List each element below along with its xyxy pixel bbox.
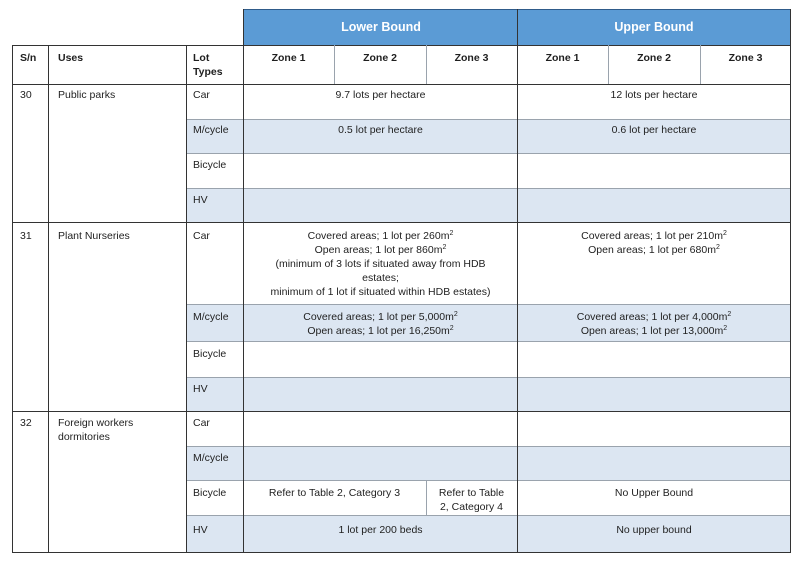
row31-use: Plant Nurseries: [58, 230, 130, 242]
rule-31-a: [186, 304, 791, 305]
rule-upper-z1-z2: [608, 45, 609, 84]
col-lower-zone3: Zone 3: [454, 52, 489, 64]
row31-mcycle-upper-line2: Open areas; 1 lot per $13,000m^2$: [580, 325, 728, 337]
row30-mcycle-upper: 0.6 lot per hectare: [611, 124, 697, 136]
row31-car-lower-line4: estates;: [362, 272, 399, 284]
row30-lot-car: Car: [193, 89, 210, 101]
col-lower-zone1: Zone 1: [271, 52, 306, 64]
row30-lot-hv: HV: [193, 194, 208, 206]
row31-car-upper-line1: Covered areas; 1 lot per $210m^2$: [581, 230, 727, 242]
row32-bicycle-lower-z3-line1: Refer to Table: [438, 487, 505, 499]
col-upper-zone2: Zone 2: [637, 52, 671, 64]
row32-hv-upper: No upper bound: [616, 524, 692, 536]
row30-use: Public parks: [58, 89, 116, 101]
row31-mcycle-lower-line2: Open areas; 1 lot per $16,250m^2$: [307, 325, 454, 337]
row31-mcycle-upper-line1: Covered areas; 1 lot per $4,000m^2$: [576, 311, 732, 323]
row32-use: [58, 416, 133, 444]
row32-bicycle-lower-z3: [426, 486, 517, 514]
col-lot-types: Lot Types: [193, 52, 223, 78]
rule-table-bottom: [12, 552, 791, 553]
rule-30-c: [186, 188, 791, 189]
row31-lot-car: Car: [193, 230, 210, 242]
row30-car-lower: 9.7 lots per hectare: [335, 89, 426, 101]
row31-sn: 31: [20, 230, 32, 242]
rule-left-edge: [12, 45, 13, 553]
row30-car-upper: 12 lots per hectare: [610, 89, 698, 101]
row31-car-lower-line5: minimum of 1 lot if situated within HDB estates): [270, 286, 491, 298]
upper-bound-header: Upper Bound: [517, 9, 791, 45]
rule-after-lot: [243, 9, 244, 553]
row30-sn: 30: [20, 89, 32, 101]
row31-car-upper-line2: Open areas; 1 lot per $680m^2$: [588, 244, 720, 256]
row32-bicycle-upper: No Upper Bound: [614, 487, 694, 499]
row31-lot-mcycle: M/cycle: [193, 311, 229, 323]
rule-30-end: [12, 222, 791, 223]
row32-bicycle-lower-z12: Refer to Table 2, Category 3: [268, 487, 401, 499]
row32-lot-car: Car: [193, 417, 210, 429]
col-uses: Uses: [58, 52, 84, 64]
row31-car-lower: [243, 229, 518, 299]
rule-30-b: [186, 153, 791, 154]
col-sn: S/n: [20, 52, 37, 64]
row30-lot-mcycle: M/cycle: [193, 124, 229, 136]
rule-32-c: [186, 515, 791, 516]
rule-after-uses: [186, 45, 187, 553]
rule-lower-z2-z3-bicycle: [426, 480, 427, 515]
rule-lower-z2-z3: [426, 45, 427, 84]
row31-lot-hv: HV: [193, 383, 208, 395]
rule-31-end: [12, 411, 791, 412]
row32-use-line2: dormitories: [58, 431, 110, 443]
rule-30-a: [186, 119, 791, 120]
rule-upper-z2-z3: [700, 45, 701, 84]
col-lower-zone2: Zone 2: [363, 52, 397, 64]
row32-sn: 32: [20, 417, 32, 429]
row32-hv-lower: 1 lot per 200 beds: [338, 524, 423, 536]
rule-lower-upper: [517, 9, 518, 553]
rule-31-b: [186, 341, 791, 342]
rule-header-top: [12, 45, 791, 46]
row32-bicycle-lower-z3-line2: 2, Category 4: [439, 501, 504, 513]
row32-use-line1: Foreign workers: [58, 417, 134, 429]
row32-lot-hv: HV: [193, 524, 208, 536]
rule-right-edge: [790, 9, 791, 553]
row31-car-lower-line1: Covered areas; 1 lot per $260m^2$: [307, 230, 454, 242]
rule-32-a: [186, 446, 791, 447]
row31-car-lower-line2: Open areas; 1 lot per $860m^2$: [314, 244, 447, 256]
row31-car-lower-line3: (minimum of 3 lots if situated away from HDB: [275, 258, 486, 270]
rule-lower-z1-z2: [334, 45, 335, 84]
rule-31-c: [186, 377, 791, 378]
row31-car-upper: [517, 229, 791, 257]
rule-header-bottom: [12, 84, 791, 85]
row31-mcycle-lower-line1: Covered areas; 1 lot per $5,000m^2$: [303, 311, 458, 323]
row31-lot-bicycle: Bicycle: [193, 348, 227, 360]
rule-after-sn: [48, 45, 49, 553]
lower-bound-header: Lower Bound: [243, 9, 518, 45]
row30-mcycle-lower: 0.5 lot per hectare: [338, 124, 423, 136]
rule-32-b: [186, 480, 791, 481]
col-upper-zone3: Zone 3: [728, 52, 763, 64]
row30-lot-bicycle: Bicycle: [193, 159, 227, 171]
row32-lot-mcycle: M/cycle: [193, 452, 229, 464]
row31-mcycle-lower: [243, 310, 518, 338]
col-upper-zone1: Zone 1: [545, 52, 580, 64]
row32-lot-bicycle: Bicycle: [193, 487, 227, 499]
row31-mcycle-upper: [517, 310, 791, 338]
